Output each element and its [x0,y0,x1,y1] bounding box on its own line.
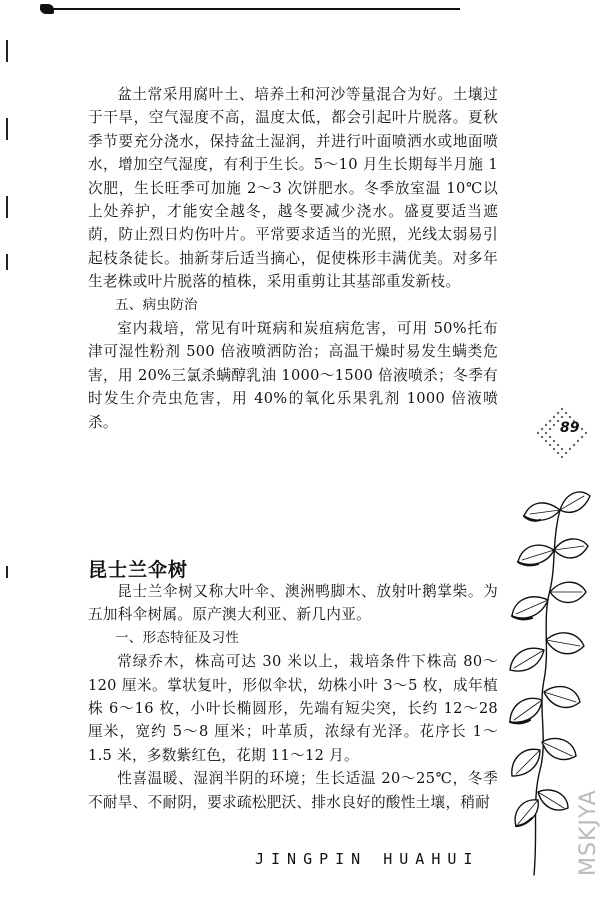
body-text-lower [88,580,498,814]
footer-running-title: JINGPIN HUAHUI [255,850,480,868]
paragraph-habit: 性喜温暖、湿润半阴的环境；生长适温 20～25℃，冬季不耐旱、不耐阴，要求疏松肥沃、排水良好的酸性土壤，稍耐 [88,770,498,811]
header-rule [40,8,460,10]
binding-tick [6,40,8,62]
page-number: 89 [560,420,580,436]
paragraph-species-intro: 昆士兰伞树又称大叶伞、澳洲鸭脚木、放射叶鹅掌柴。为五加科伞树属。原产澳大利亚、新几内亚。 [88,583,498,624]
body-text-upper [88,83,498,434]
paragraph-morphology: 常绿乔木，株高可达 30 米以上，栽培条件下株高 80～120 厘米。掌状复叶，形似伞状，幼株小叶 3～5 枚，成年植株 6～16 枚，小叶长椭圆形，先端有短尖突，长约 12～28 厘米，宽约 5～8 厘米；叶革质，浓绿有光泽。花序长 1～1.5 米，多数紫红色，花期 11～12 月。 [88,653,498,764]
subheading-morphology: 一、形态特征及习性 [115,629,240,646]
binding-tick [6,118,8,140]
paragraph-pest-control: 室内栽培，常见有叶斑病和炭疽病危害，可用 50%托布津可湿性粉剂 500 倍液喷洒防治；高温干燥时易发生螨类危害，用 20%三氯杀螨醇乳油 1000～1500 倍液喷杀；冬季有时发生介壳虫危害，用 40%的氧化乐果乳剂 1000 倍液喷杀。 [88,320,498,431]
binding-tick [6,254,8,270]
watermark: MSKJYA [576,789,601,876]
paragraph-soil-care: 盆土常采用腐叶土、培养土和河沙等量混合为好。土壤过于干旱，空气湿度不高，温度太低，都会引起叶片脱落。夏秋季节要充分浇水，保持盆土湿润，并进行叶面喷洒水或地面喷水，增加空气湿度，有利于生长。5～10 月生长期每半月施 1 次肥，生长旺季可加施 2～3 次饼肥水。冬季放室温 10℃以上处养护，才能安全越冬，越冬要减少浇水。盛夏要适当遮荫，防止烈日灼伤叶片。平常要求适当的光照，光线太弱易引起枝条徒长。抽新芽后适当摘心，促使株形丰满优美。对多年生老株或叶片脱落的植株，采用重剪让其基部重发新枝。 [88,86,498,291]
binding-tick [6,566,8,578]
binding-tick [6,196,8,218]
subheading-pest-control: 五、病虫防治 [115,296,198,313]
section-title: 昆士兰伞树 [88,559,189,581]
